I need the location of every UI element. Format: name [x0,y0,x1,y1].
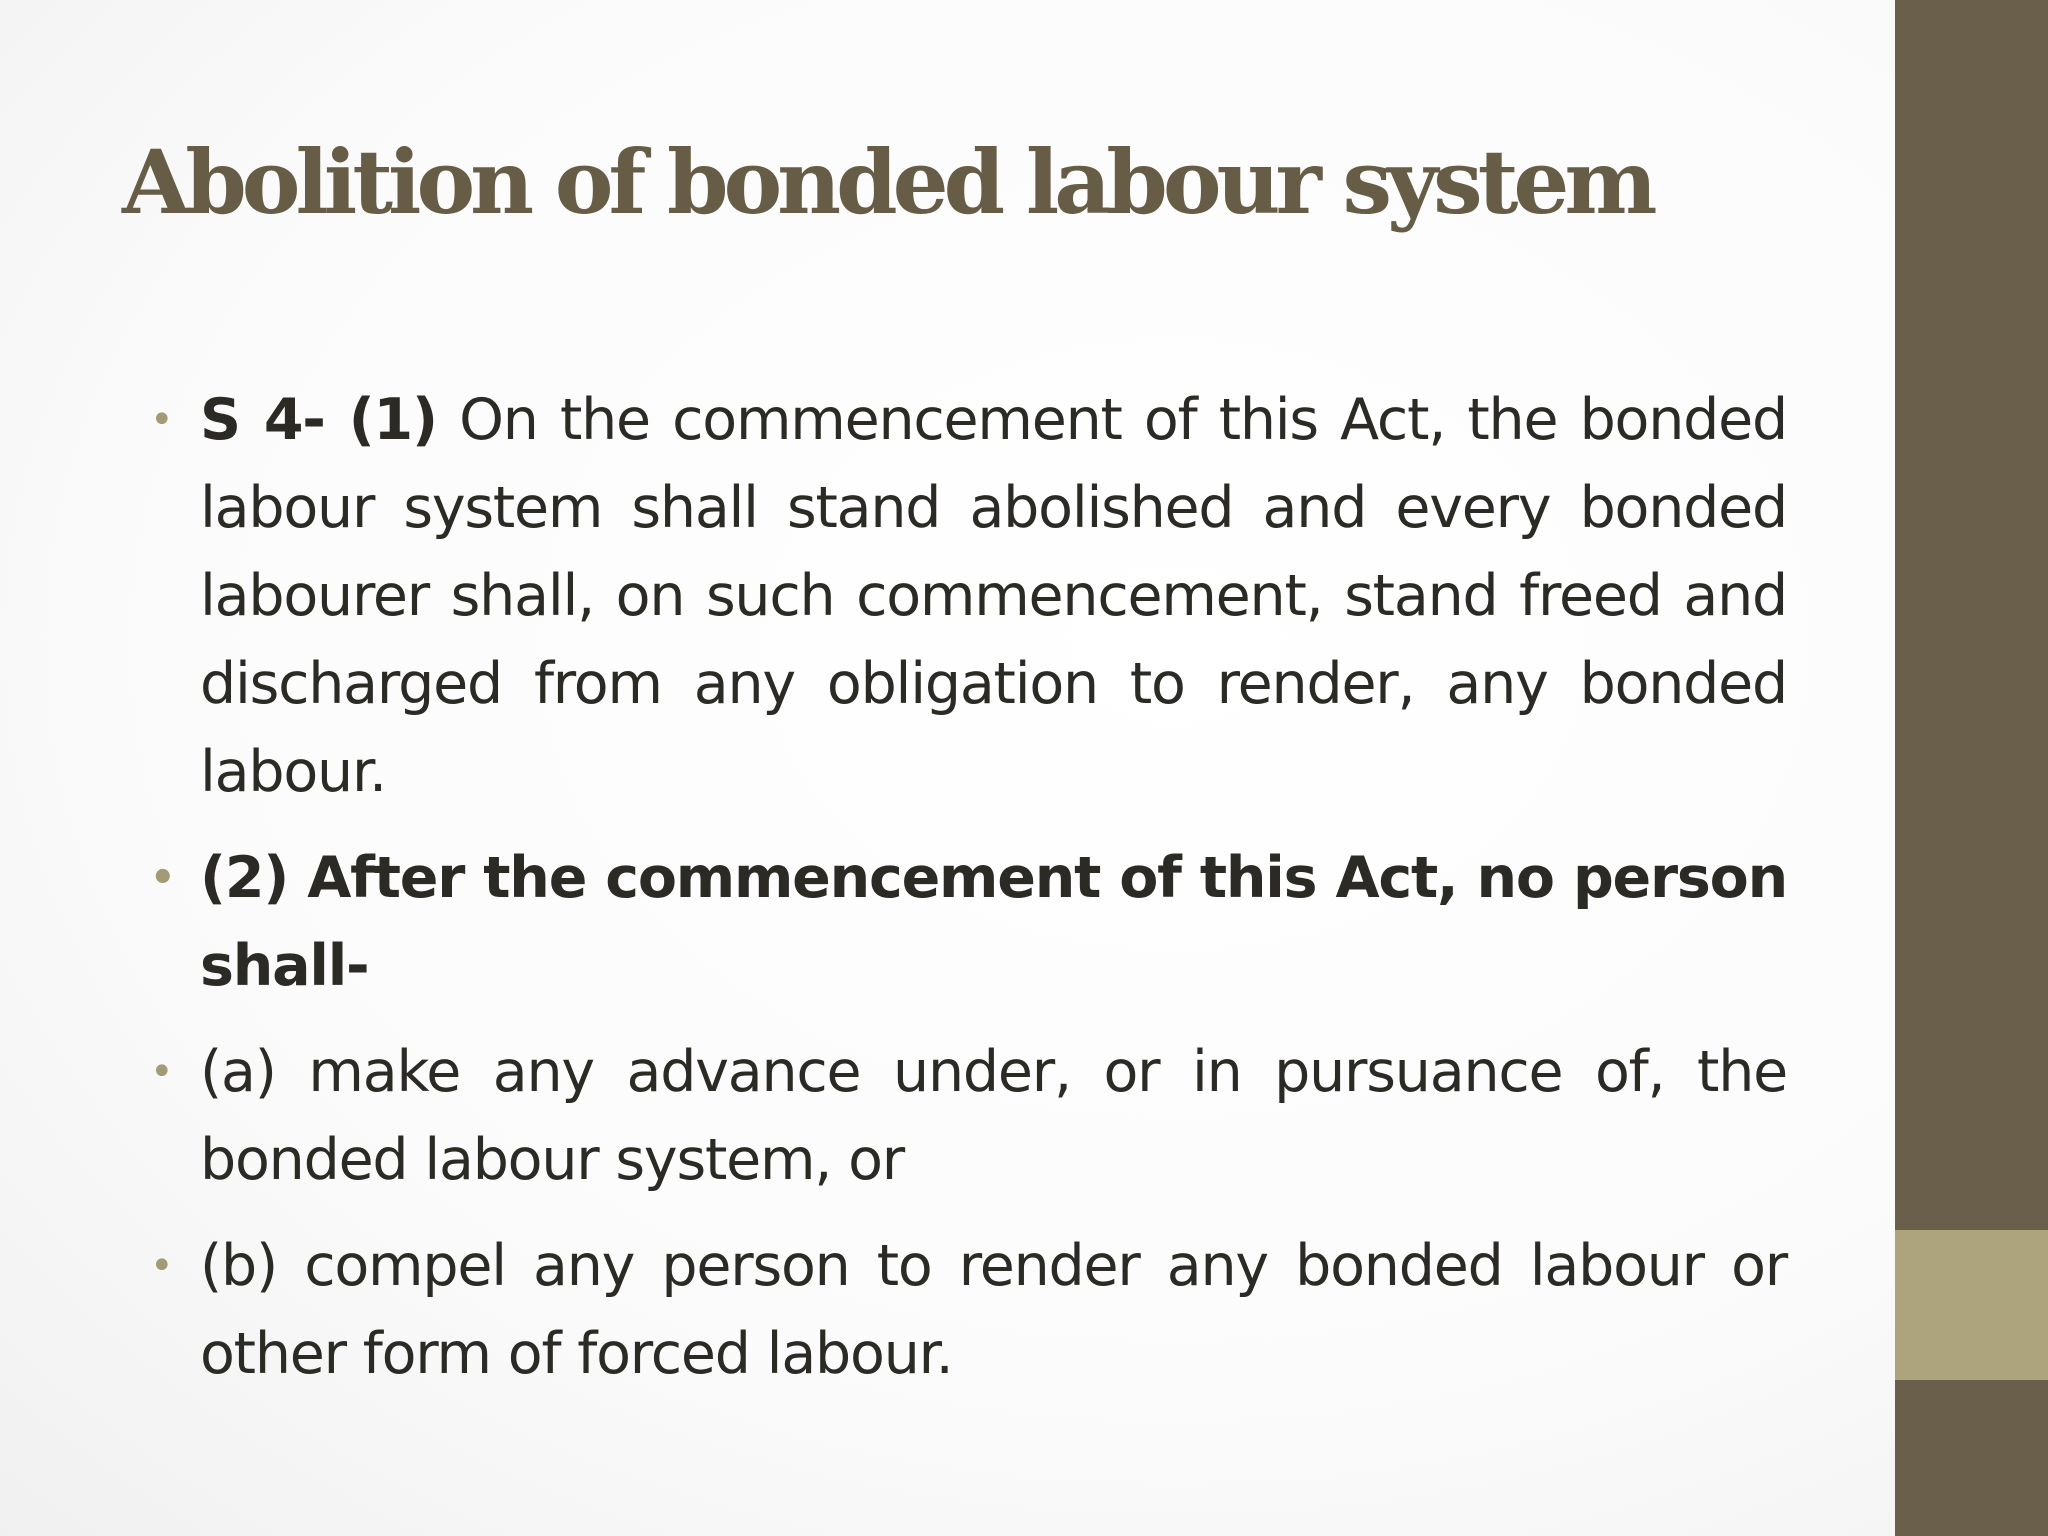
bullet-text: (b) compel any person to render any bonded labour or other form of forced labour. [200,1233,1787,1387]
bullet-text: (2) After the commencement of this Act, no person shall- [200,845,1787,999]
bullet-text: (a) make any advance under, or in pursuance of, the bonded labour system, or [200,1039,1787,1193]
bullet-item-b [150,1222,1787,1398]
slide-title: Abolition of bonded labour system [122,130,1653,234]
bullet-lead-label: S 4- (1) [200,387,437,453]
bullet-item-a [150,1028,1787,1204]
bullet-dot-icon: • [150,1049,173,1095]
bullet-dot-icon: • [150,1243,173,1289]
bullet-item-s4-2 [150,834,1787,1010]
bullet-item-s4-1 [150,376,1787,816]
bullet-text: On the commencement of this Act, the bonded labour system shall stand abolished and every bonded labourer shall, on such commencement, stand freed and discharged from any obligation to render, any bonded labour. [200,387,1787,805]
side-decor-accent [1895,1230,2048,1380]
bullet-dot-icon: • [150,855,175,901]
bullet-dot-icon: • [150,397,173,443]
bullet-list [150,376,1787,1416]
